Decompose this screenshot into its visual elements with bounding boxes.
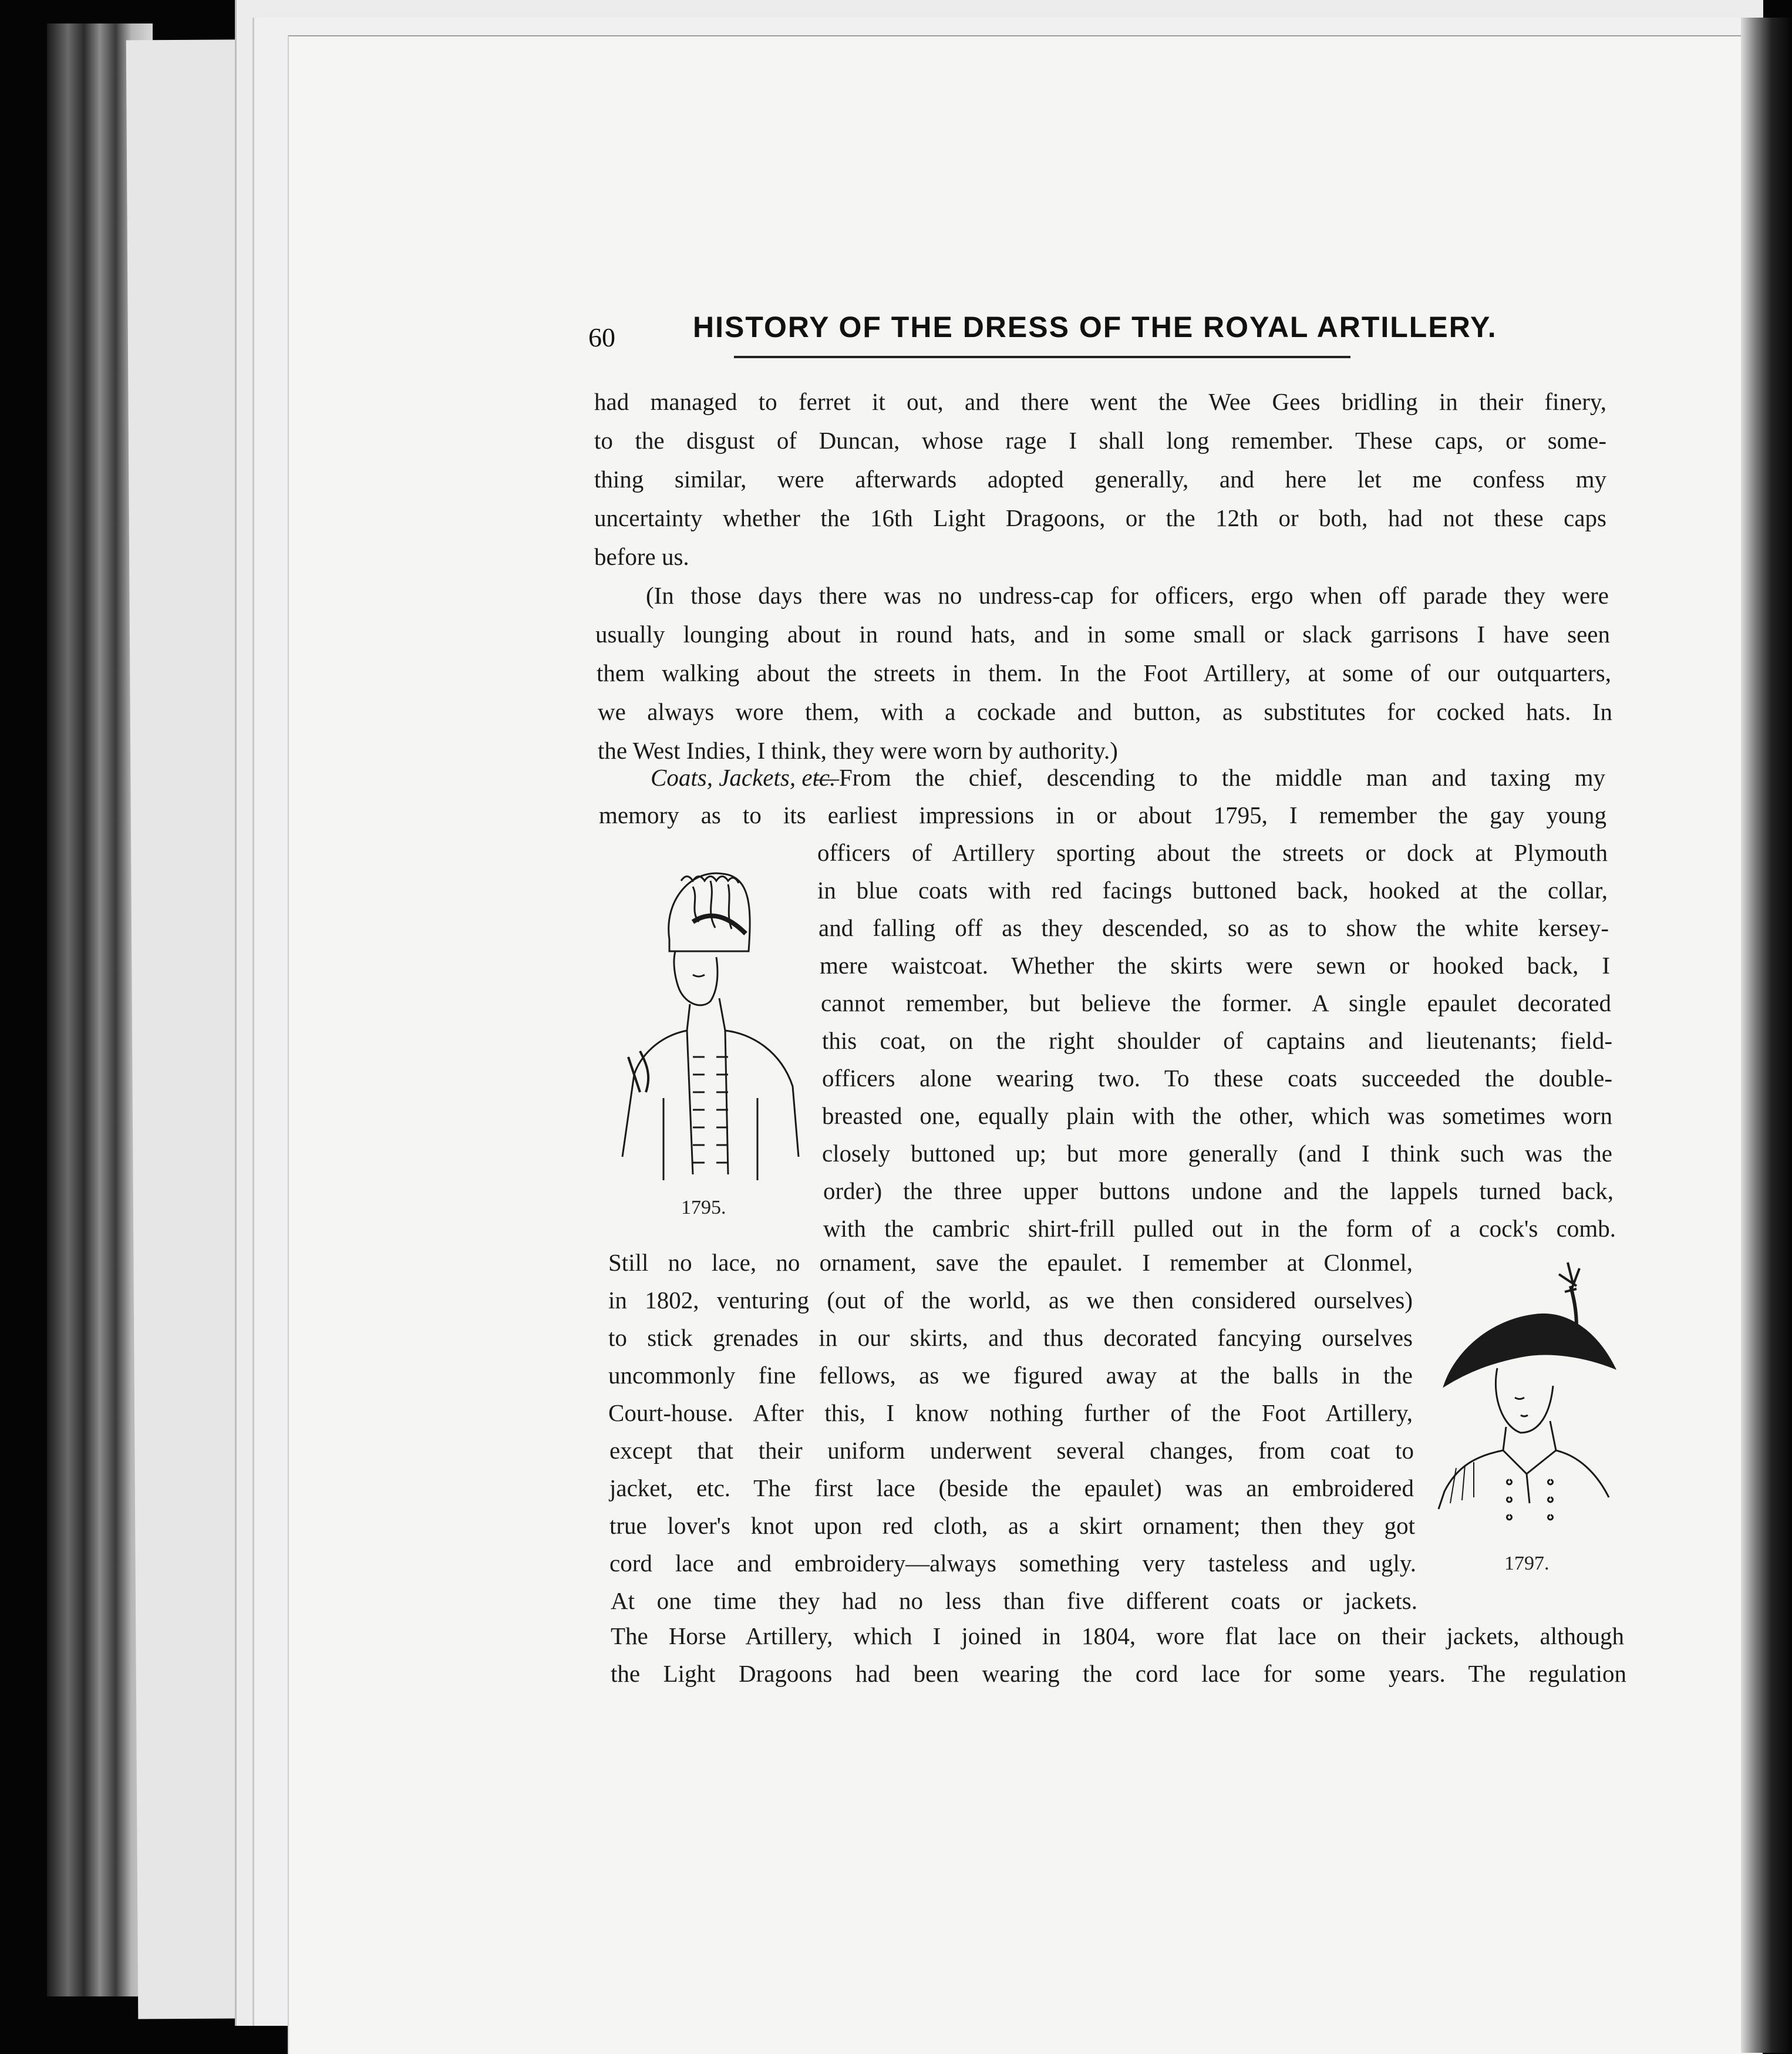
text-line: had managed to ferret it out, and there went the Wee Gees bridling in their finery, [594, 388, 1606, 415]
page-right-edge [1741, 18, 1792, 2053]
text-line: At one time they had no less than five different coats or jackets. [611, 1587, 1417, 1614]
text-line: the Light Dragoons had been wearing the cord lace for some years. The regulation [611, 1660, 1626, 1687]
text-line: usually lounging about in round hats, and in some small or slack garrisons I have seen [595, 621, 1610, 648]
text-line: cannot remember, but believe the former. A single epaulet decorated [821, 989, 1611, 1016]
text-line: in blue coats with red facings buttoned back, hooked at the collar, [817, 877, 1608, 904]
text-line: breasted one, equally plain with the other, which was sometimes worn [822, 1102, 1612, 1129]
figure-caption: 1795. [681, 1197, 726, 1218]
text-line: officers of Artillery sporting about the streets or dock at Plymouth [817, 839, 1608, 866]
text-line: in 1802, venturing (out of the world, as we then considered ourselves) [608, 1287, 1413, 1314]
text-line: to stick grenades in our skirts, and thus decorated fancying ourselves [608, 1324, 1413, 1351]
figure-caption: 1797. [1504, 1553, 1550, 1574]
text-line: (In those days there was no undress-cap for officers, ergo when off parade they were [646, 582, 1609, 609]
text-line: thing similar, were afterwards adopted generally, and here let me confess my [594, 466, 1606, 493]
officer-tall-plumed-helmet-figure [605, 863, 804, 1198]
running-title: HISTORY OF THE DRESS OF THE ROYAL ARTILLERY. [693, 311, 1497, 344]
text-line: Court-house. After this, I know nothing further of the Foot Artillery, [608, 1399, 1413, 1426]
text-line: except that their uniform underwent several changes, from coat to [609, 1437, 1414, 1464]
text-line: officers alone wearing two. To these coats succeeded the double- [822, 1065, 1612, 1092]
text-line: memory as to its earliest impressions in or about 1795, I remember the gay young [599, 802, 1606, 829]
text-line: Still no lace, no ornament, save the epaulet. I remember at Clonmel, [608, 1249, 1413, 1276]
title-rule [734, 356, 1350, 358]
text-line: uncertainty whether the 16th Light Dragoons, or the 12th or both, had not these caps [594, 504, 1606, 531]
text-line: mere waistcoat. Whether the skirts were sewn or hooked back, I [820, 952, 1610, 979]
text-line: and falling off as they descended, so as to show the white kersey- [818, 914, 1609, 941]
text-line: true lover's knot upon red cloth, as a skirt ornament; then they got [609, 1512, 1415, 1539]
text-line: uncommonly fine fellows, as we figured away at the balls in the [608, 1362, 1413, 1389]
text-line: before us. [594, 543, 689, 570]
text-line: to the disgust of Duncan, whose rage I shall long remember. These caps, or some- [594, 427, 1606, 454]
text-line: cord lace and embroidery—always something very tasteless and ugly. [609, 1550, 1416, 1577]
text-line: order) the three upper buttons undone and the lappels turned back, [823, 1177, 1614, 1204]
section-heading: Coats, Jackets, etc. [651, 764, 836, 791]
text-line: we always wore them, with a cockade and button, as substitutes for cocked hats. In [598, 698, 1612, 725]
text-line: with the cambric shirt-frill pulled out in the form of a cock's comb. [823, 1215, 1616, 1242]
text-line: closely buttoned up; but more generally (and I think such was the [822, 1140, 1612, 1167]
officer-cocked-hat-figure [1433, 1251, 1621, 1533]
text-line: The Horse Artillery, which I joined in 1804, wore flat lace on their jackets, although [611, 1622, 1624, 1649]
page-number: 60 [588, 322, 615, 352]
text-line: jacket, etc. The first lace (beside the epaulet) was an embroidered [609, 1474, 1414, 1501]
text-line: this coat, on the right shoulder of captains and lieutenants; field- [822, 1027, 1612, 1054]
text-line: them walking about the streets in them. In the Foot Artillery, at some of our outquarters, [597, 659, 1611, 686]
text-line: the West Indies, I think, they were worn by authority.) [598, 737, 1118, 764]
text-line: —From the chief, descending to the middle man and taxing my [815, 764, 1605, 791]
